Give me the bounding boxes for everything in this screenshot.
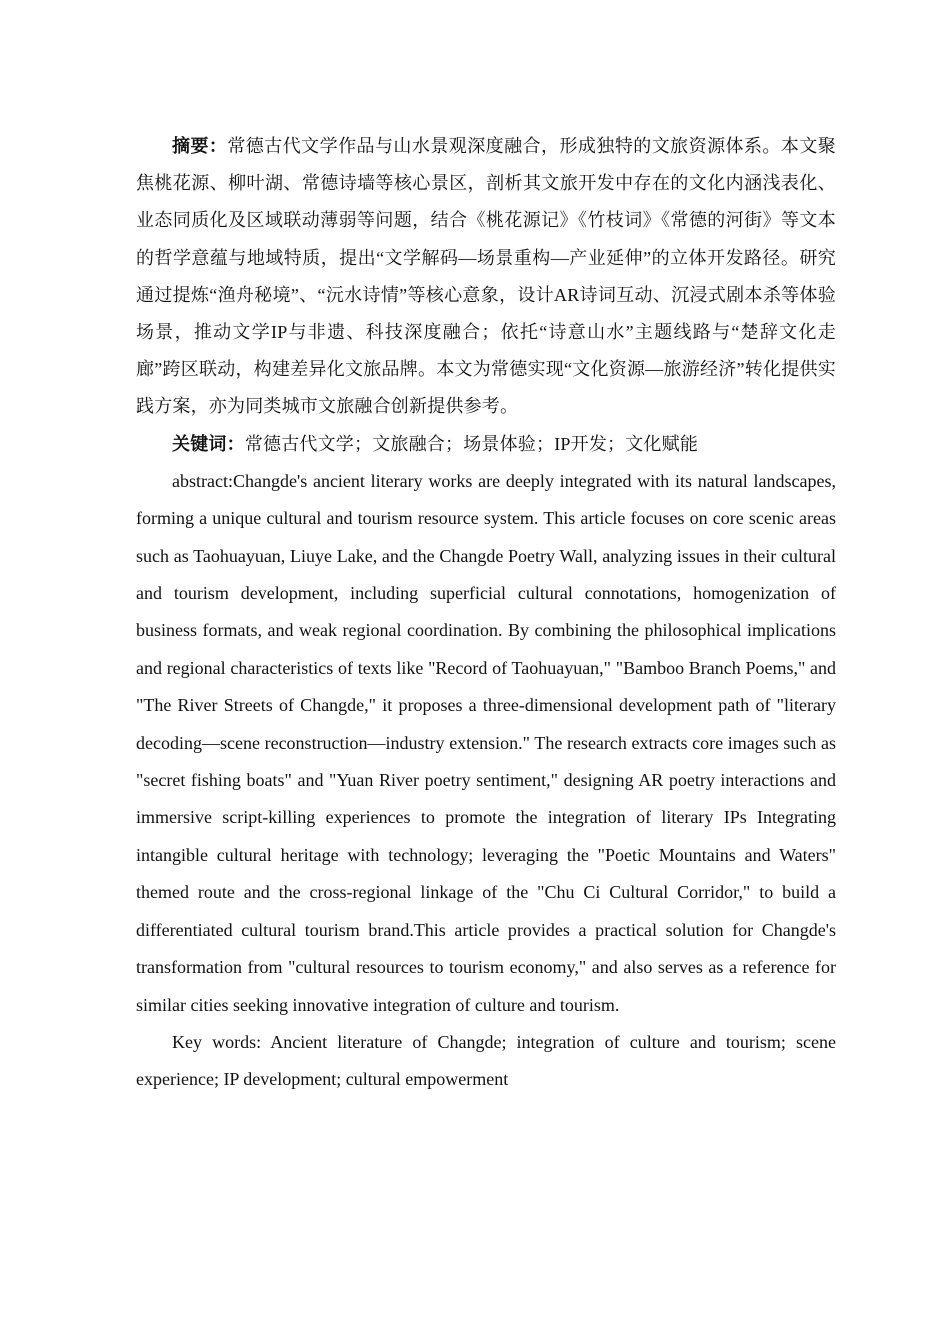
keywords-chinese-label: 关键词：: [172, 433, 245, 454]
keywords-chinese-text: 常德古代文学；文旅融合；场景体验；IP开发；文化赋能: [244, 433, 699, 454]
paper-page: [136, 128, 836, 1099]
abstract-chinese-text: 常德古代文学作品与山水景观深度融合，形成独特的文旅资源体系。本文聚焦桃花源、柳叶湖、常德诗墙等核心景区，剖析其文旅开发中存在的文化内涵浅表化、业态同质化及区域联动薄弱等问题，结合《桃花源记》《竹枝词》《常德的河街》等文本的哲学意蕴与地域特质，提出“文学解码—场景重构—产业延伸”的立体开发路径。研究通过提炼“渔舟秘境”、“沅水诗情”等核心意象，设计AR诗词互动、沉浸式剧本杀等体验场景，推动文学IP与非遗、科技深度融合；依托“诗意山水”主题线路与“楚辞文化走廊”跨区联动，构建差异化文旅品牌。本文为常德实现“文化资源—旅游经济”转化提供实践方案，亦为同类城市文旅融合创新提供参考。: [136, 136, 836, 417]
abstract-chinese: [136, 128, 836, 426]
keywords-english: Key words: Ancient literature of Changde; integration of culture and tourism; scene experience; IP development; cultural empowerment: [136, 1031, 836, 1090]
keywords-chinese: [136, 426, 836, 463]
abstract-chinese-label: 摘要：: [172, 136, 228, 156]
abstract-english: abstract:Changde's ancient literary works are deeply integrated with its natural landscapes, forming a unique cultural and tourism resource system. This article focuses on core scenic areas such as Taohuayuan, Liuye Lake, and the Changde Poetry Wall, analyzing issues in their cultural and tourism development, including superficial cultural connotations, homogenization of business formats, and weak regional coordination. By combining the philosophical implications and regional characteristics of texts like "Record of Taohuayuan," "Bamboo Branch Poems," and "The River Streets of Changde," it proposes a three-dimensional development path of "literary decoding—scene reconstruction—industry extension." The research extracts core images such as "secret fishing boats" and "Yuan River poetry sentiment," designing AR poetry interactions and immersive script-killing experiences to promote the integration of literary IPs Integrating intangible cultural heritage with technology; leveraging the "Poetic Mountains and Waters" themed route and the cross-regional linkage of the "Chu Ci Cultural Corridor," to build a differentiated cultural tourism brand.This article provides a practical solution for Changde's transformation from "cultural resources to tourism economy," and also serves as a reference for similar cities seeking innovative integration of culture and tourism.: [136, 470, 836, 1015]
